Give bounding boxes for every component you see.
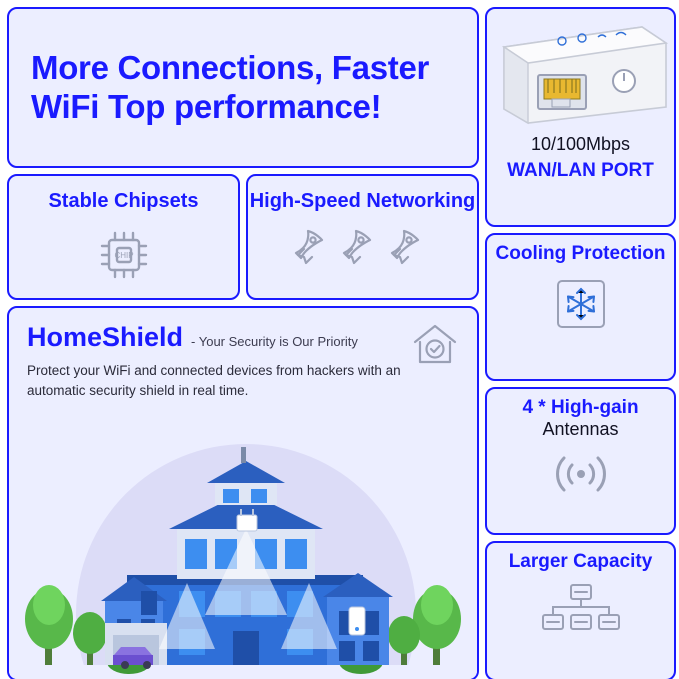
chip-label: CHIP: [113, 251, 134, 260]
port-speed-label: 10/100Mbps: [530, 134, 631, 154]
antennas-card: [485, 387, 676, 535]
stable-chipsets-card: [7, 174, 240, 300]
homeshield-header: [27, 322, 459, 353]
antennas-subtitle: Antennas: [542, 419, 619, 440]
homeshield-subtitle: - Your Security is Our Priority: [191, 334, 358, 349]
port-type-label: WAN/LAN PORT: [507, 159, 654, 181]
hero-card: [7, 7, 479, 168]
capacity-title: Larger Capacity: [508, 551, 653, 572]
house-wifi-illustration: [9, 379, 477, 679]
high-speed-networking-card: [246, 174, 479, 300]
stable-chipsets-title: Stable Chipsets: [48, 190, 199, 212]
chip-icon: [92, 223, 156, 292]
cooling-protection-card: [485, 233, 676, 381]
shield-house-icon: [409, 318, 461, 375]
snowflake-icon: [550, 273, 612, 340]
homeshield-card: [7, 306, 479, 679]
rocket-icon: [288, 223, 438, 280]
router-device-icon: [490, 17, 672, 134]
homeshield-description: Protect your WiFi and connected devices from hackers with an automatic security shield in real time.: [27, 363, 401, 398]
larger-capacity-card: [485, 541, 676, 679]
cooling-title: Cooling Protection: [495, 243, 666, 264]
wifi-signal-icon: [546, 449, 616, 500]
feature-row: [4, 171, 482, 303]
layout-grid: [4, 4, 675, 675]
left-column: [4, 4, 482, 679]
network-devices-icon: [539, 581, 623, 642]
high-speed-networking-title: High-Speed Networking: [249, 190, 476, 212]
homeshield-title: HomeShield: [27, 322, 184, 352]
antennas-title: 4 * High-gain: [522, 397, 639, 418]
wan-lan-port-card: [485, 7, 676, 227]
page-title: More Connections, Faster WiFi Top performance!: [31, 48, 430, 125]
right-column: [482, 4, 679, 679]
